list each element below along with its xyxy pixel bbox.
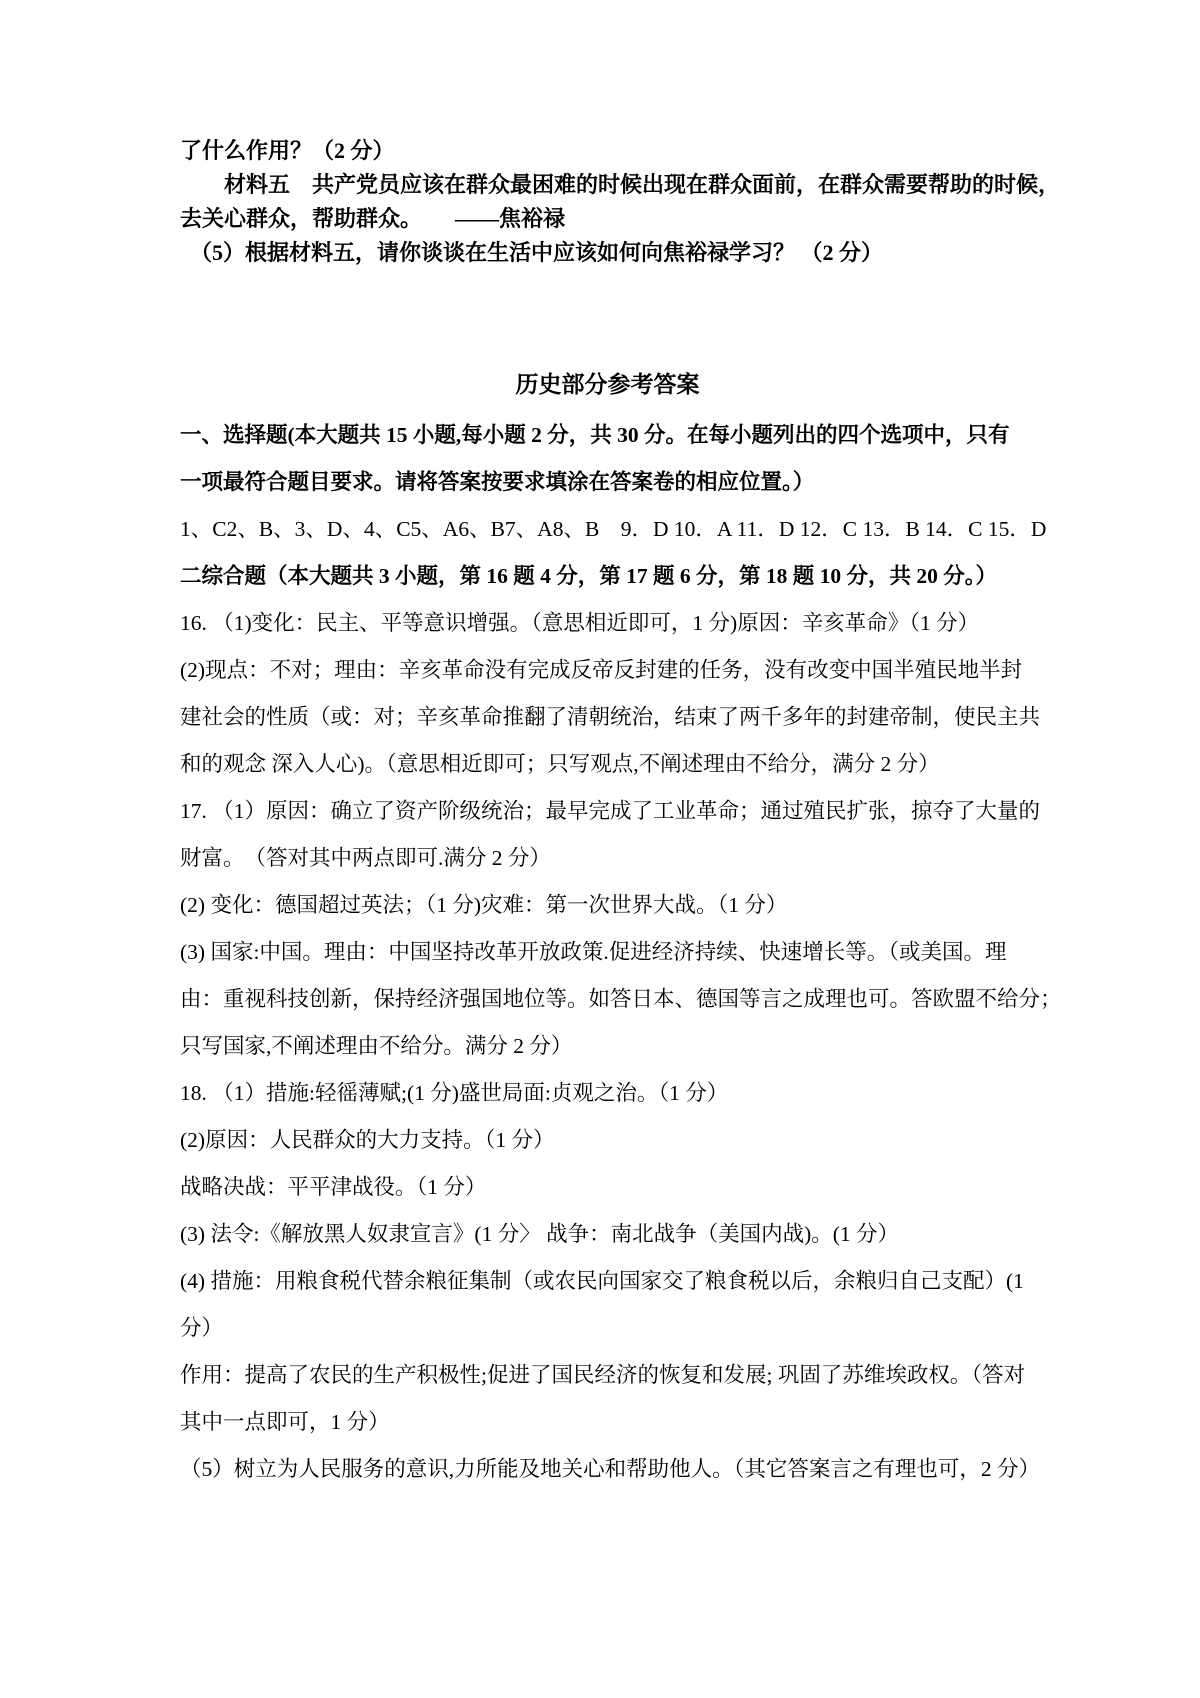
answer-line: (2)原因：人民群众的大力支持。（1 分） — [180, 1128, 555, 1152]
question-line: 了什么作用？（2 分） — [180, 138, 395, 163]
multiple-choice-answers: 1、C2、B、3、D、4、C5、A6、B7、A8、B 9．D 10．A 11．D 12．C 13．B 14．C 15．D — [180, 517, 1047, 541]
answer-line: (4) 措施：用粮食税代替余粮征集制（或农民向国家交了粮食税以后，余粮归自己支配）(1 — [180, 1269, 1024, 1293]
answer-line: 分） — [180, 1316, 224, 1340]
answer-key-section — [180, 412, 1062, 1493]
answer-line: 其中一点即可，1 分） — [180, 1410, 390, 1434]
question-line-material-five: 材料五 共产党员应该在群众最困难的时候出现在群众面前，在群众需要帮助的时候， — [224, 172, 1061, 197]
answer-line: 财富。 （答对其中两点即可.满分 2 分） — [180, 846, 551, 870]
answer-line: 战略决战：平平津战役。（1 分） — [180, 1175, 487, 1199]
answer-line: 作用：提高了农民的生产积极性;促进了国民经济的恢复和发展; 巩固了苏维埃政权。（答对 — [180, 1363, 1026, 1387]
answer-line: 由：重视科技创新，保持经济强国地位等。如答日本、德国等言之成理也可。答欧盟不给分； — [180, 987, 1062, 1011]
answer-line: 16. （1)变化：民主、平等意识增强。（意思相近即可，1 分)原因：辛亥革命》（1 分） — [180, 611, 980, 635]
answer-line: 只写国家,不阐述理由不给分。满分 2 分） — [180, 1034, 573, 1058]
answer-line: (2)现点：不对；理由：辛亥革命没有完成反帝反封建的任务，没有改变中国半殖民地半封 — [180, 658, 1023, 682]
answer-line: 17. （1）原因：确立了资产阶级统治；最早完成了工业革命；通过殖民扩张，掠夺了大量的 — [180, 799, 1041, 823]
comprehensive-questions-heading: 二综合题（本大题共 3 小题，第 16 题 4 分，第 17 题 6 分，第 18 题 10 分，共 20 分。） — [180, 564, 998, 588]
answer-line: 建社会的性质（或：对；辛亥革命推翻了清朝统治，结束了两千多年的封建帝制，使民主共 — [180, 705, 1041, 729]
answer-line: (2) 变化：德国超过英法；（1 分)灾难：第一次世界大战。（1 分） — [180, 893, 788, 917]
answer-line: (3) 法令:《解放黑人奴隶宣言》(1 分〉 战争：南北战争（美国内战)。(1 分） — [180, 1222, 900, 1246]
question-line-item-5: （5）根据材料五，请你谈谈在生活中应该如何向焦裕禄学习？ （2 分） — [190, 240, 884, 265]
question-section — [180, 134, 1061, 270]
answer-line: （5）树立为人民服务的意识,力所能及地关心和帮助他人。（其它答案言之有理也可，2 分） — [180, 1457, 1041, 1481]
multiple-choice-heading-line-1: 一、选择题(本大题共 15 小题,每小题 2 分，共 30 分。在每小题列出的四个选项中，只有 — [180, 423, 1010, 447]
multiple-choice-heading-line-2: 一项最符合题目要求。请将答案按要求填涂在答案卷的相应位置。） — [180, 470, 815, 494]
answer-key-title: 历史部分参考答案 — [515, 372, 700, 397]
question-line: 去关心群众，帮助群众。 ——焦裕禄 — [180, 206, 566, 231]
answer-line: 18. （1）措施:轻徭薄赋;(1 分)盛世局面:贞观之治。（1 分） — [180, 1081, 729, 1105]
answer-line: (3) 国家:中国。理由：中国坚持改革开放政策.促进经济持续、快速增长等。（或美国。理 — [180, 940, 1007, 964]
answer-line: 和的观念 深入人心)。（意思相近即可；只写观点,不阐述理由不给分，满分 2 分） — [180, 752, 940, 776]
